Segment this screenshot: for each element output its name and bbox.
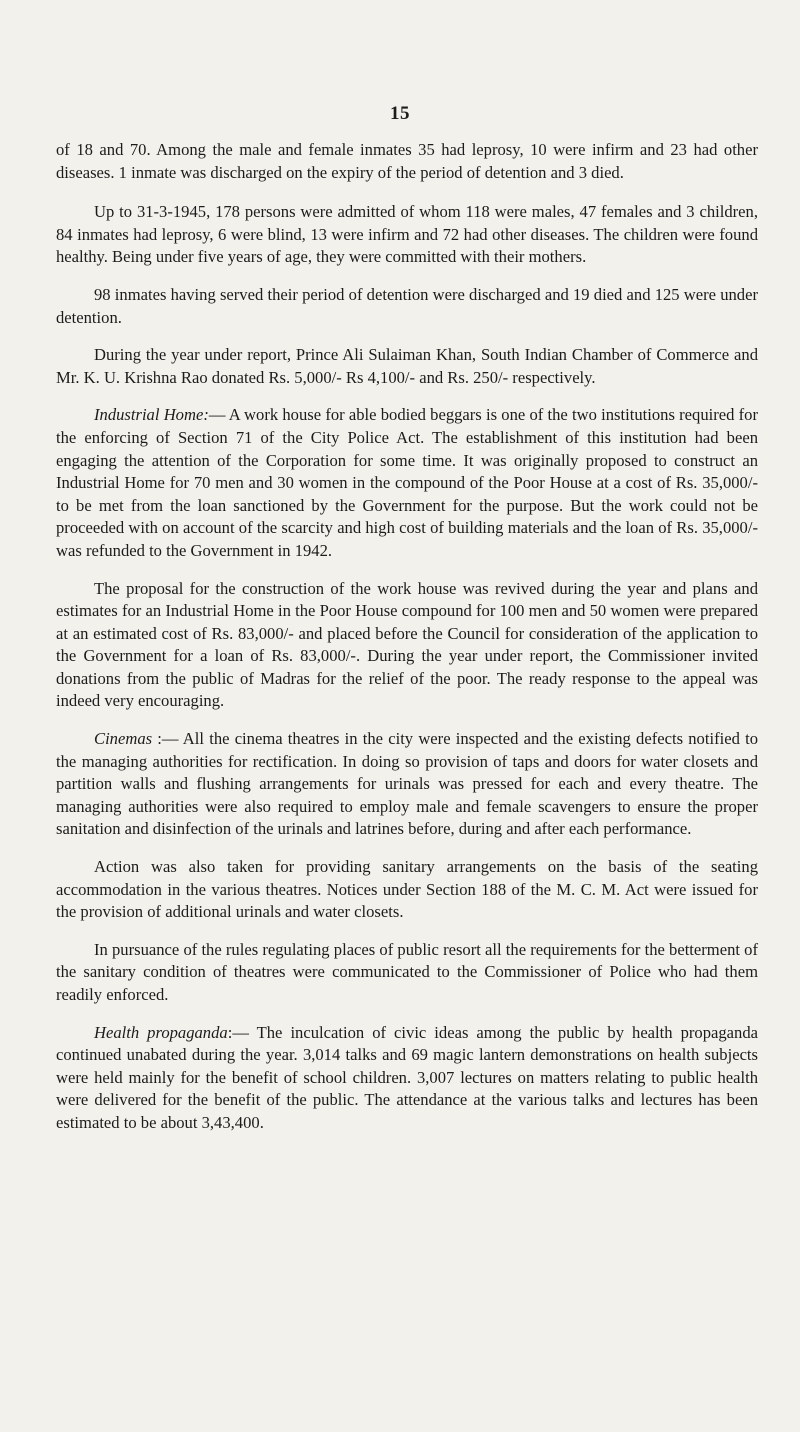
page-body: [56, 139, 758, 1150]
paragraph-donations: [56, 344, 758, 389]
paragraph-text: :— All the cinema theatres in the city were inspected and the existing defects notified to the managing authorities for rectification. In doing so provision of taps and doors for water closets and partition walls and flushing arrangements for urinals was pressed for each and every theatre. The managing authorities were also required to employ male and female scavengers to ensure the proper sanitation and disinfection of the urinals and latrines before, during and after each performance.: [56, 729, 758, 839]
paragraph-work-house-proposal: [56, 578, 758, 714]
paragraph-text: — A work house for able bodied beggars is one of the two institutions required for the enforcing of Section 71 of the City Police Act. The establishment of this institution had been engaging the attention of the Corporation for some time. It was originally proposed to construct an Industrial Home for 70 men and 30 women in the compound of the Poor House at a cost of Rs. 35,000/- to be met from the loan sanctioned by the Government for the purpose. But the work could not be proceeded with on account of the scarcity and high cost of building materials and the loan of Rs. 35,000/- was refunded to the Government in 1942.: [56, 405, 758, 560]
paragraph-text: During the year under report, Prince Ali Sulaiman Khan, South Indian Chamber of Commerce and Mr. K. U. Krishna Rao donated Rs. 5,000/- Rs 4,100/- and Rs. 250/- respectively.: [56, 345, 758, 387]
paragraph-inmates-summary: [56, 139, 758, 184]
section-heading-industrial-home: Industrial Home:: [94, 405, 209, 425]
paragraph-text: :— The inculcation of civic ideas among the public by health propaganda continued unabated during the year. 3,014 talks and 69 magic lantern demonstrations on health subjects were held mainly for the benefit of school children. 3,007 lectures on matters relating to public health were delivered for the benefit of the public. The attendance at the various talks and lectures has been estimated to be about 3,43,400.: [56, 1022, 758, 1132]
section-heading-health-propaganda: Health propaganda: [94, 1022, 228, 1042]
paragraph-admissions: [56, 201, 758, 269]
paragraph-cinemas: [56, 728, 758, 841]
paragraph-discharges: [56, 284, 758, 329]
paragraph-sanitary-arrangements: [56, 856, 758, 924]
paragraph-text: Action was also taken for providing sanitary arrangements on the basis of the seating accommodation in the various theatres. Notices under Section 188 of the M. C. M. Act were issued for the provision of additional urinals and water closets.: [56, 857, 758, 922]
page-number: 15: [390, 103, 410, 124]
paragraph-text: The proposal for the construction of the work house was revived during the year and plans and estimates for an Industrial Home in the Poor House compound for 100 men and 50 women were prepared at an estimated cost of Rs. 83,000/- and placed before the Council for consideration of the application to the Government for a loan of Rs. 83,000/-. During the year under report, the Commissioner invited donations from the public of Madras for the relief of the poor. The ready response to the appeal was indeed very encouraging.: [56, 578, 758, 711]
paragraph-text: 98 inmates having served their period of detention were discharged and 19 died and 125 were under detention.: [56, 284, 758, 327]
paragraph-public-resort-rules: [56, 939, 758, 1007]
paragraph-health-propaganda: [56, 1022, 758, 1135]
paragraph-industrial-home: [56, 404, 758, 562]
paragraph-text: In pursuance of the rules regulating places of public resort all the requirements for the betterment of the sanitary condition of theatres were communicated to the Commissioner of Police who had them readily enforced.: [56, 939, 758, 1004]
paragraph-text: Up to 31-3-1945, 178 persons were admitted of whom 118 were males, 47 females and 3 children, 84 inmates had leprosy, 6 were blind, 13 were infirm and 72 had other diseases. The children were found healthy. Being under five years of age, they were committed with their mothers.: [56, 202, 758, 267]
section-heading-cinemas: Cinemas: [94, 729, 153, 749]
paragraph-text: of 18 and 70. Among the male and female inmates 35 had leprosy, 10 were infirm and 23 had other diseases. 1 inmate was discharged on the expiry of the period of detention and 3 died.: [56, 140, 758, 182]
